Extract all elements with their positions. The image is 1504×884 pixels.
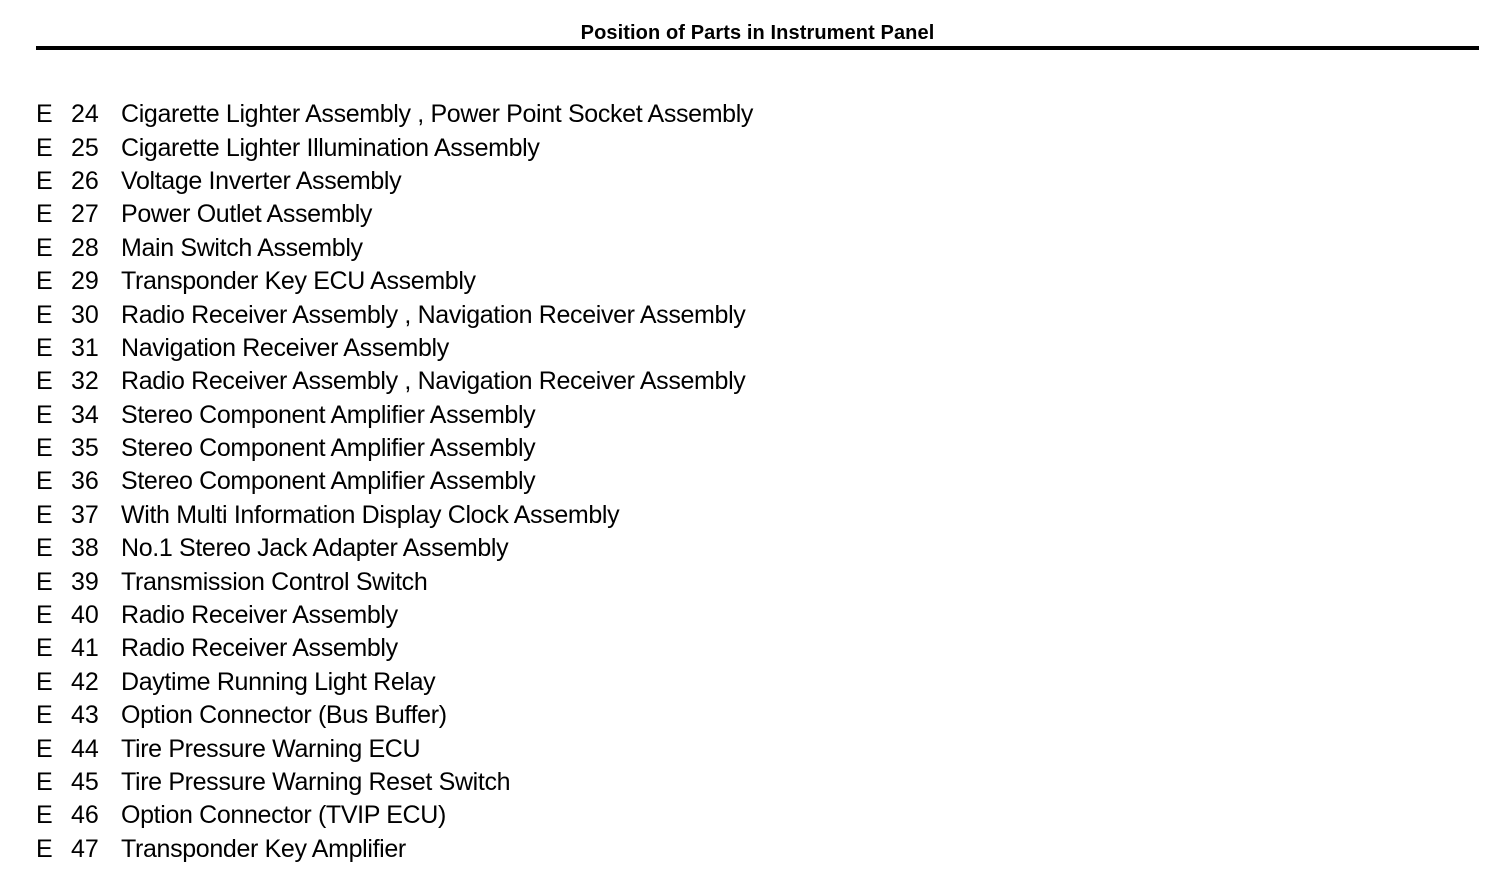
part-name: Voltage Inverter Assembly (121, 166, 402, 195)
part-row (36, 165, 936, 198)
part-number: 30 (71, 300, 99, 329)
part-code: E (36, 500, 53, 529)
part-name: Tire Pressure Warning ECU (121, 734, 421, 763)
part-code: E (36, 300, 53, 329)
part-code: E (36, 400, 53, 429)
part-row (36, 565, 936, 598)
part-name: No.1 Stereo Jack Adapter Assembly (121, 534, 509, 563)
part-number: 32 (71, 367, 99, 396)
part-code: E (36, 267, 53, 296)
part-row (36, 699, 936, 732)
part-number: 38 (71, 534, 99, 563)
part-name: Stereo Component Amplifier Assembly (121, 467, 536, 496)
part-row (36, 232, 936, 265)
part-number: 26 (71, 166, 99, 195)
part-code: E (36, 734, 53, 763)
part-code: E (36, 166, 53, 195)
part-row (36, 799, 936, 832)
part-name: Radio Receiver Assembly , Navigation Receiver Assembly (121, 300, 746, 329)
part-code: E (36, 667, 53, 696)
part-name: Option Connector (Bus Buffer) (121, 701, 447, 730)
part-number: 27 (71, 200, 99, 229)
page-title: Position of Parts in Instrument Panel (580, 22, 935, 44)
part-code: E (36, 367, 53, 396)
part-number: 31 (71, 333, 99, 362)
part-row (36, 732, 936, 765)
part-code: E (36, 701, 53, 730)
part-name: Cigarette Lighter Illumination Assembly (121, 133, 540, 162)
part-row (36, 499, 936, 532)
part-number: 34 (71, 400, 99, 429)
part-row (36, 632, 936, 665)
part-row (36, 131, 936, 164)
part-number: 47 (71, 834, 99, 863)
part-row (36, 265, 936, 298)
part-name: Option Connector (TVIP ECU) (121, 801, 446, 830)
part-code: E (36, 834, 53, 863)
part-name: Radio Receiver Assembly (121, 601, 398, 630)
part-name: Transponder Key Amplifier (121, 834, 406, 863)
part-number: 46 (71, 801, 99, 830)
part-number: 28 (71, 233, 99, 262)
part-name: Transmission Control Switch (121, 567, 428, 596)
part-name: With Multi Information Display Clock Assembly (121, 500, 620, 529)
part-name: Tire Pressure Warning Reset Switch (121, 768, 511, 796)
part-number: 44 (71, 734, 99, 763)
part-number: 29 (71, 267, 99, 296)
part-name: Stereo Component Amplifier Assembly (121, 400, 536, 429)
part-name: Daytime Running Light Relay (121, 667, 436, 696)
part-name: Main Switch Assembly (121, 233, 363, 262)
part-number: 45 (71, 768, 99, 796)
part-row (36, 399, 936, 432)
part-code: E (36, 200, 53, 229)
page-header (36, 18, 1479, 50)
part-number: 43 (71, 701, 99, 730)
part-code: E (36, 100, 53, 129)
part-code: E (36, 634, 53, 663)
part-name: Radio Receiver Assembly , Navigation Receiver Assembly (121, 367, 746, 396)
part-code: E (36, 333, 53, 362)
part-row (36, 766, 936, 799)
part-code: E (36, 133, 53, 162)
part-row (36, 532, 936, 565)
part-row (36, 298, 936, 331)
part-row (36, 465, 936, 498)
part-row (36, 666, 936, 699)
part-row (36, 432, 936, 465)
part-code: E (36, 233, 53, 262)
part-number: 25 (71, 133, 99, 162)
part-number: 37 (71, 500, 99, 529)
part-number: 41 (71, 634, 99, 663)
part-row (36, 599, 936, 632)
part-name: Stereo Component Amplifier Assembly (121, 434, 536, 463)
part-number: 35 (71, 434, 99, 463)
part-row (36, 332, 936, 365)
part-number: 39 (71, 567, 99, 596)
part-name: Radio Receiver Assembly (121, 634, 398, 663)
part-number: 36 (71, 467, 99, 496)
part-code: E (36, 434, 53, 463)
part-row (36, 98, 936, 131)
part-code: E (36, 768, 53, 796)
part-row (36, 365, 936, 398)
part-code: E (36, 567, 53, 596)
part-name: Cigarette Lighter Assembly , Power Point Socket Assembly (121, 100, 754, 129)
part-code: E (36, 801, 53, 830)
part-name: Power Outlet Assembly (121, 200, 373, 229)
part-row (36, 198, 936, 231)
part-number: 40 (71, 601, 99, 630)
part-row (36, 833, 936, 866)
part-code: E (36, 467, 53, 496)
part-name: Transponder Key ECU Assembly (121, 267, 476, 296)
part-code: E (36, 601, 53, 630)
parts-list (36, 98, 936, 866)
part-number: 42 (71, 667, 99, 696)
part-name: Navigation Receiver Assembly (121, 333, 449, 362)
part-number: 24 (71, 100, 99, 129)
part-code: E (36, 534, 53, 563)
